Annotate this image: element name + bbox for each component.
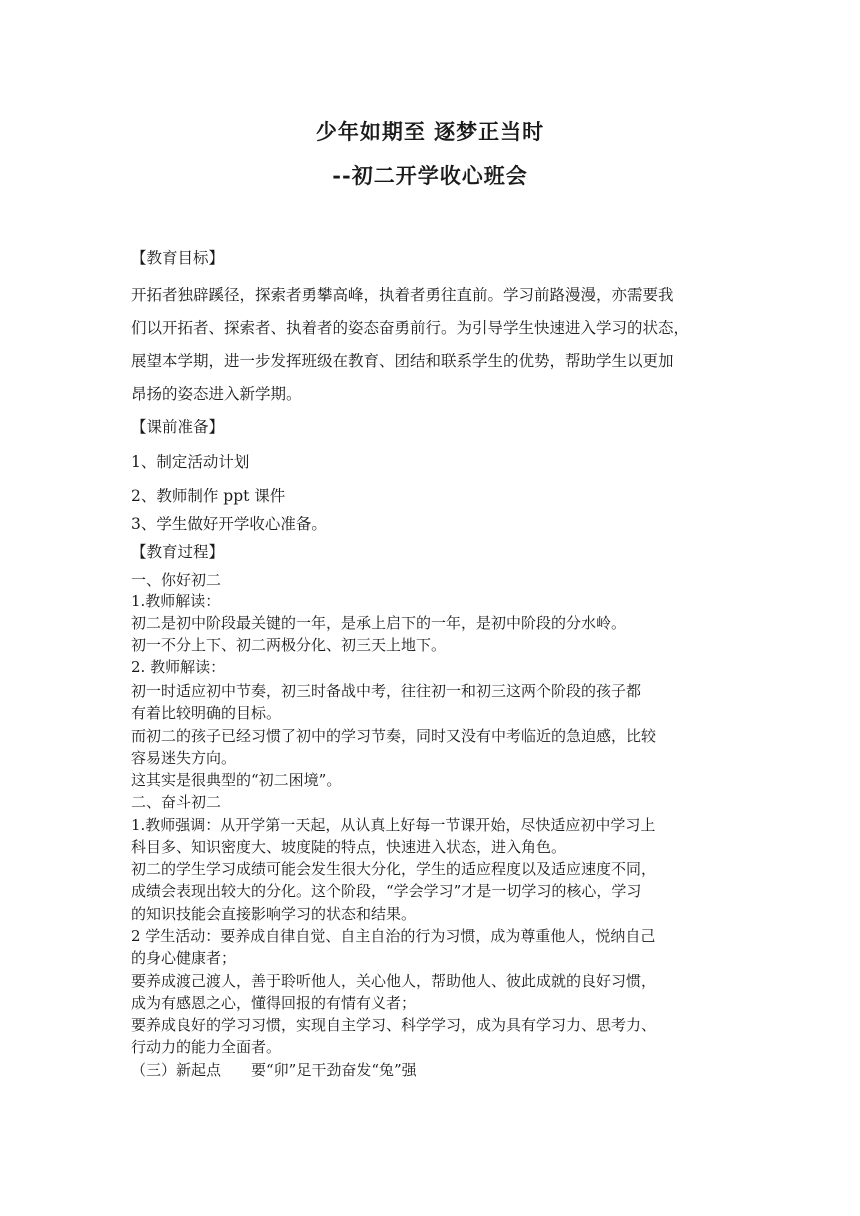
process-line: 初二的学生学习成绩可能会发生很大分化，学生的适应程度以及适应速度不同， (131, 860, 657, 878)
process-line: 科目多、知识密度大、坡度陡的特点，快速进入状态，进入角色。 (131, 838, 567, 856)
process-line: 容易迷失方向。 (131, 749, 237, 767)
process-line: 初二是初中阶段最关键的一年，是承上启下的一年，是初中阶段的分水岭。 (131, 614, 627, 632)
document-title: 少年如期至 逐梦正当时 (315, 119, 545, 144)
process-line: 行动力的能力全面者。 (131, 1038, 282, 1056)
process-line: 成绩会表现出较大的分化。这个阶段，“学会学习”才是一切学习的核心，学习 (131, 882, 642, 900)
goal-line: 们以开拓者、探索者、执着者的姿态奋勇前行。为引导学生快速进入学习的状态， (131, 319, 690, 337)
process-line: 初一时适应初中节奏，初三时备战中考，往往初一和初三这两个阶段的孩子都 (131, 682, 642, 700)
process-line: 的知识技能会直接影响学习的状态和结果。 (131, 905, 417, 923)
process-line: 要养成良好的学习习惯，实现自主学习、科学学习，成为具有学习力、思考力、 (131, 1016, 657, 1034)
process-heading: 【教育过程】 (131, 543, 225, 561)
process-line: 初一不分上下、初二两极分化、初三天上地下。 (131, 636, 447, 654)
process-line: 要养成渡己渡人，善于聆听他人，关心他人，帮助他人、彼此成就的良好习惯， (131, 972, 657, 990)
prep-heading: 【课前准备】 (131, 418, 225, 436)
goal-heading: 【教育目标】 (131, 249, 225, 267)
process-line: 而初二的孩子已经习惯了初中的学习节奏，同时又没有中考临近的急迫感，比较 (131, 727, 657, 745)
process-line: （三）新起点 要“卯”足干劲奋发“兔”强 (131, 1061, 417, 1079)
process-line: 这其实是很典型的“初二困境”。 (131, 771, 342, 789)
prep-item: 2、教师制作 ppt 课件 (131, 487, 286, 505)
process-line: 有着比较明确的目标。 (131, 704, 282, 722)
prep-item: 3、学生做好开学收心准备。 (131, 515, 327, 533)
process-line: 2. 教师解读： (131, 658, 226, 676)
prep-item: 1、制定活动计划 (131, 453, 250, 471)
process-line: 1.教师解读： (131, 592, 221, 610)
process-line: 二、奋斗初二 (131, 793, 222, 811)
goal-line: 开拓者独辟蹊径，探索者勇攀高峰，执着者勇往直前。学习前路漫漫，亦需要我 (131, 286, 674, 304)
goal-line: 昂扬的姿态进入新学期。 (131, 385, 302, 403)
goal-line: 展望本学期，进一步发挥班级在教育、团结和联系学生的优势，帮助学生以更加 (131, 352, 674, 370)
process-line: 成为有感恩之心，懂得回报的有情有义者； (131, 994, 417, 1012)
process-line: 1.教师强调：从开学第一天起，从认真上好每一节课开始，尽快适应初中学习上 (131, 816, 656, 834)
process-line: 的身心健康者； (131, 949, 237, 967)
process-line: 一、你好初二 (131, 571, 222, 589)
process-line: 2 学生活动：要养成自律自觉、自主自治的行为习惯，成为尊重他人，悦纳自己 (131, 927, 656, 945)
document-subtitle: --初二开学收心班会 (332, 163, 528, 188)
